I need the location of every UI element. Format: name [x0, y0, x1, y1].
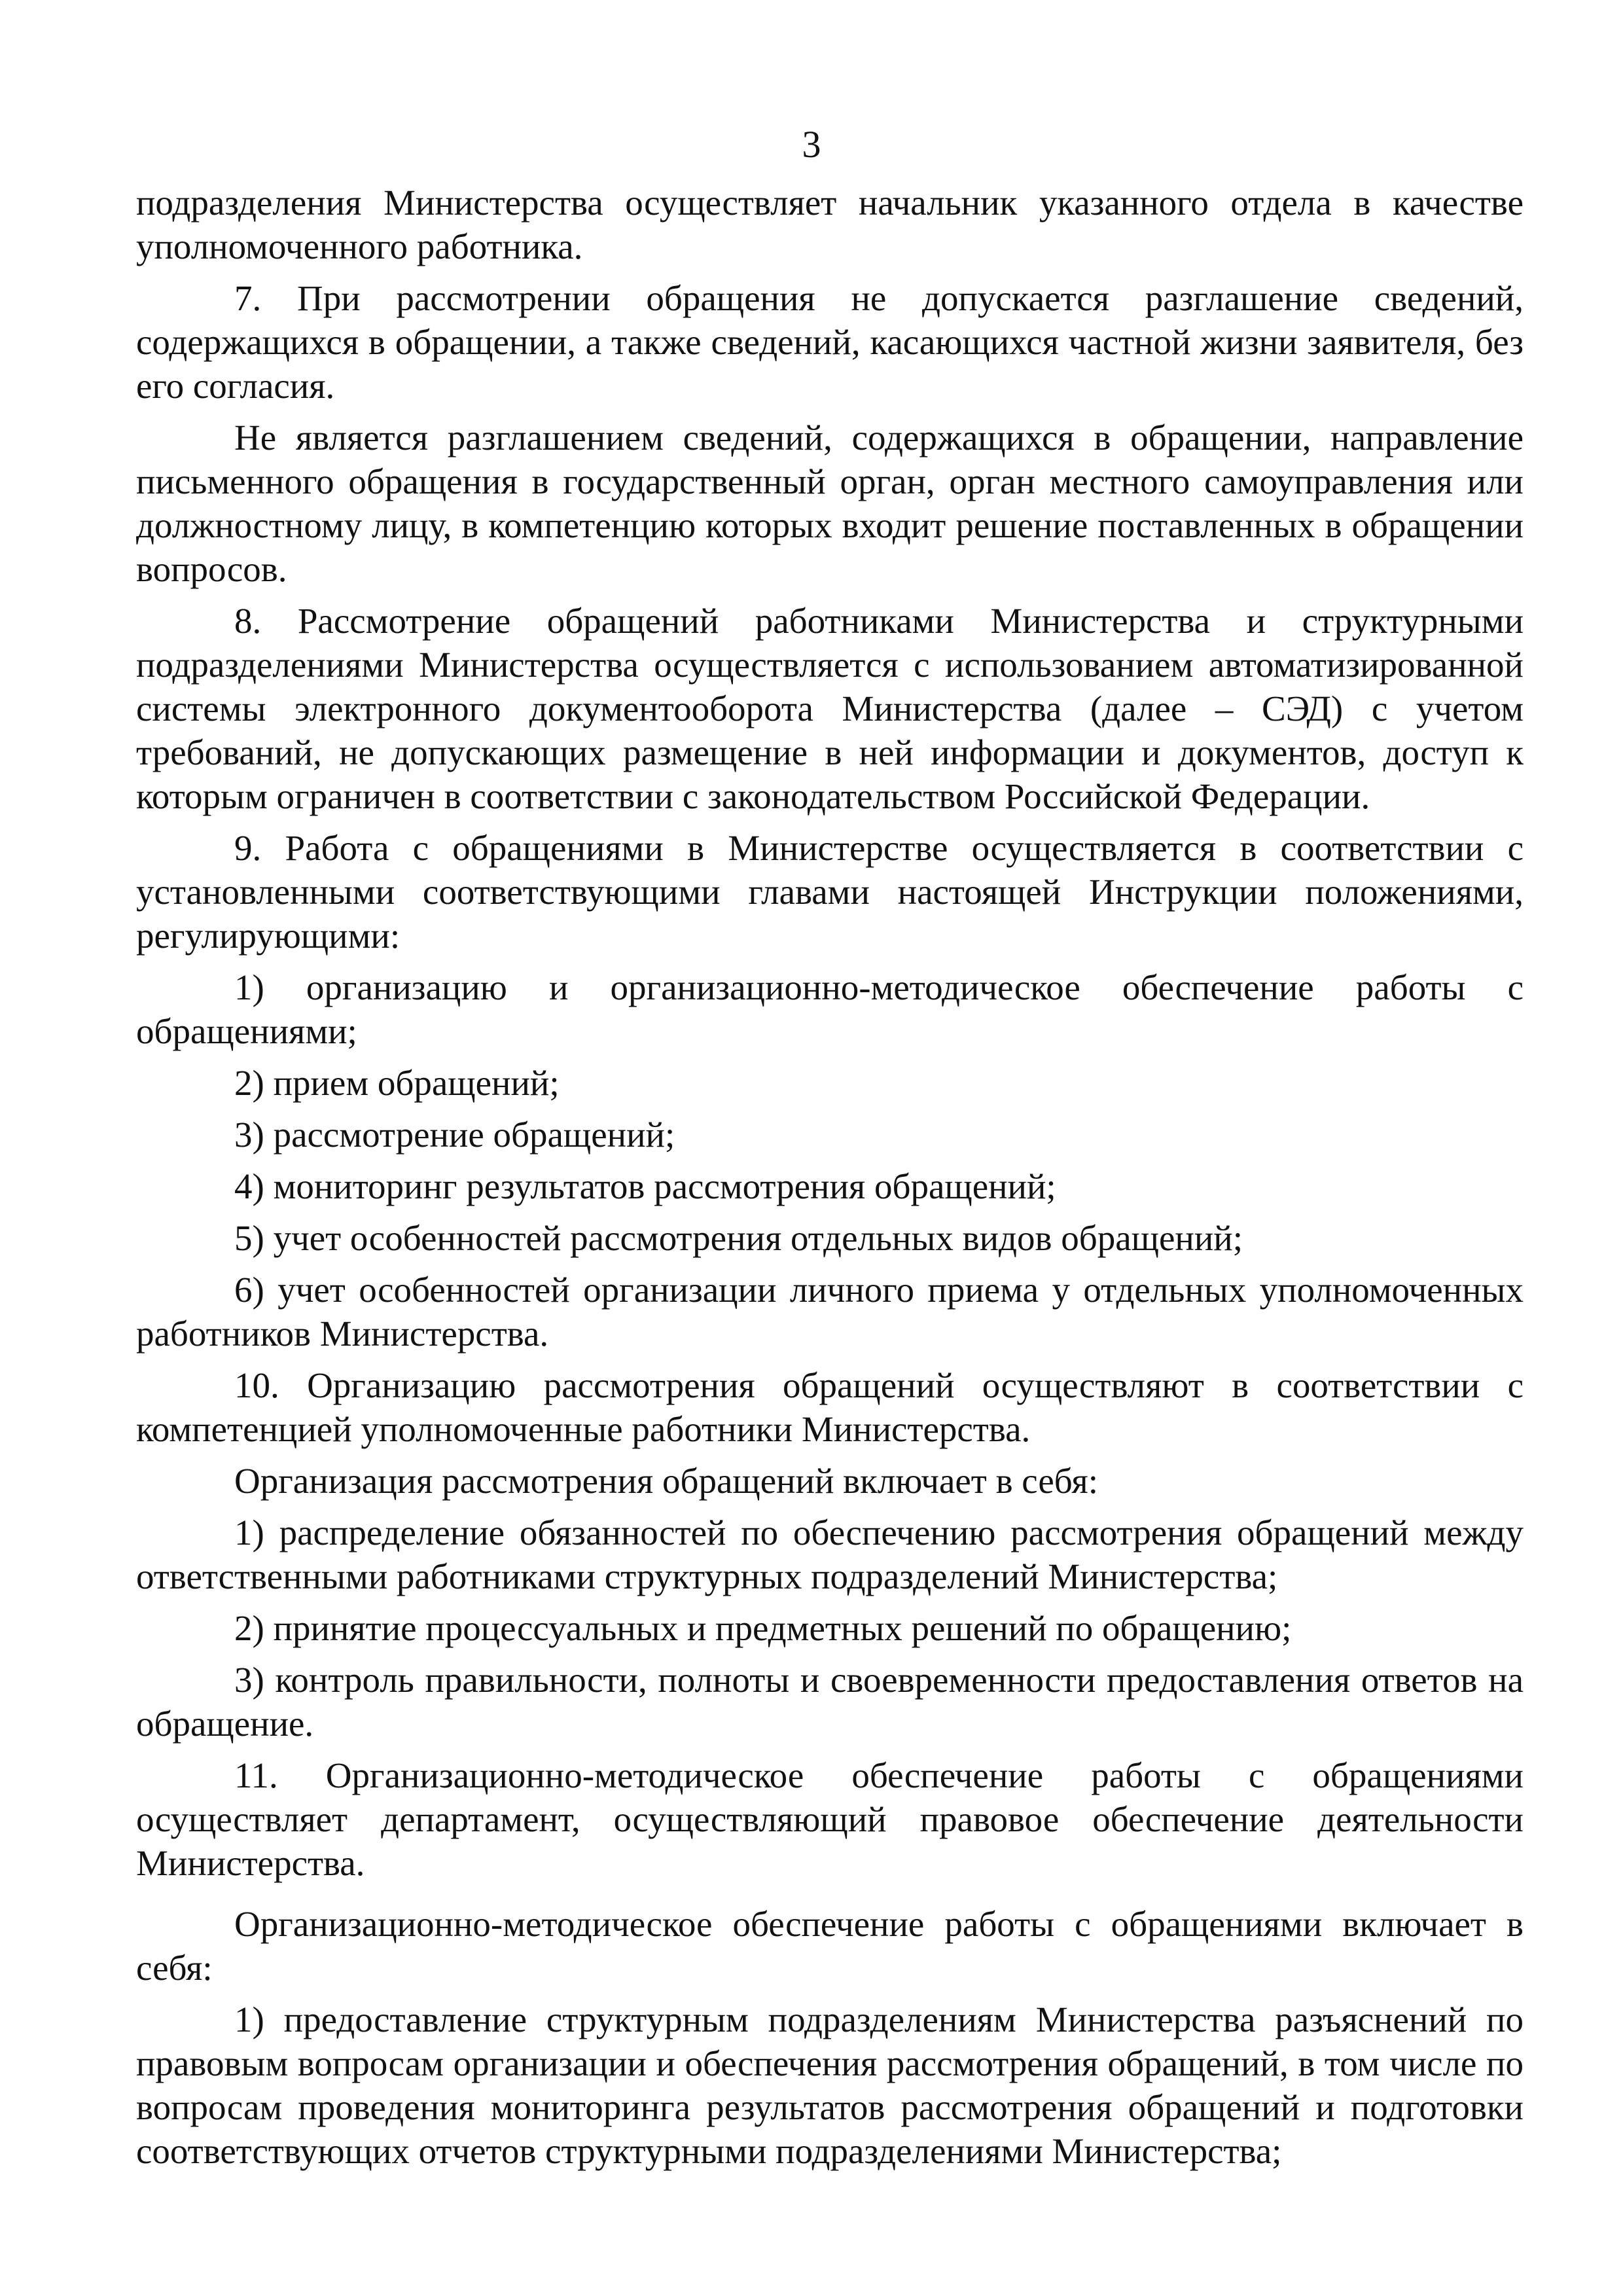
list-item-10-2: 2) принятие процессуальных и предметных решений по обращению;	[234, 1608, 1292, 1648]
list-item-9-6: 6) учет особенностей организации личного приема у отдельных уполномоченных работников Министерства.	[136, 1270, 1524, 1354]
paragraph-item-9: 9. Работа с обращениями в Министерстве осуществляется в соответствии с установленными соответствующими главами настоящей Инструкции положениями, регулирующими:	[136, 828, 1524, 956]
list-item-9-2: 2) прием обращений;	[234, 1063, 560, 1103]
paragraph-item-8: 8. Рассмотрение обращений работниками Министерства и структурными подразделениями Министерства осуществляется с использованием автоматизированной системы электронного документооборота Министерства (далее – СЭД) с учетом требований, не допускающих размещение в ней информации и документов, доступ к которым ограничен в соответствии с законодательством Российской Федерации.	[136, 601, 1524, 816]
paragraph-item-11: 11. Организационно-методическое обеспечение работы с обращениями осуществляет департамент, осуществляющий правовое обеспечение деятельности Министерства.	[136, 1755, 1524, 1883]
paragraph-continuation: подразделения Министерства осуществляет начальник указанного отдела в качестве уполномоченного работника.	[136, 183, 1524, 266]
paragraph-item-10: 10. Организацию рассмотрения обращений осуществляют в соответствии с компетенцией уполномоченные работники Министерства.	[136, 1365, 1524, 1449]
list-item-9-1: 1) организацию и организационно-методическое обеспечение работы с обращениями;	[136, 967, 1524, 1051]
paragraph-item-7: 7. При рассмотрении обращения не допускается разглашение сведений, содержащихся в обращении, а также сведений, касающихся частной жизни заявителя, без его согласия.	[136, 278, 1524, 406]
list-item-9-3: 3) рассмотрение обращений;	[234, 1115, 675, 1155]
paragraph-not-disclosure: Не является разглашением сведений, содержащихся в обращении, направление письменного обращения в государственный орган, орган местного самоуправления или должностному лицу, в компетенцию которых входит решение поставленных в обращении вопросов.	[136, 418, 1524, 589]
list-item-10-3: 3) контроль правильности, полноты и своевременности предоставления ответов на обращение.	[136, 1660, 1524, 1744]
list-item-9-4: 4) мониторинг результатов рассмотрения обращений;	[234, 1166, 1056, 1206]
list-item-11-1: 1) предоставление структурным подразделениям Министерства разъяснений по правовым вопросам организации и обеспечения рассмотрения обращений, в том числе по вопросам проведения мониторинга результатов рассмотрения обращений и подготовки соответствующих отчетов структурными подразделениями Министерства;	[136, 2000, 1524, 2171]
document-body	[136, 181, 1524, 2173]
page-number: 3	[802, 123, 821, 166]
paragraph-organization-includes: Организация рассмотрения обращений включает в себя:	[234, 1461, 1098, 1501]
list-item-9-5: 5) учет особенностей рассмотрения отдельных видов обращений;	[234, 1218, 1243, 1258]
paragraph-methodical-includes: Организационно-методическое обеспечение работы с обращениями включает в себя:	[136, 1904, 1524, 1988]
list-item-10-1: 1) распределение обязанностей по обеспечению рассмотрения обращений между ответственными работниками структурных подразделений Министерства;	[136, 1513, 1524, 1596]
